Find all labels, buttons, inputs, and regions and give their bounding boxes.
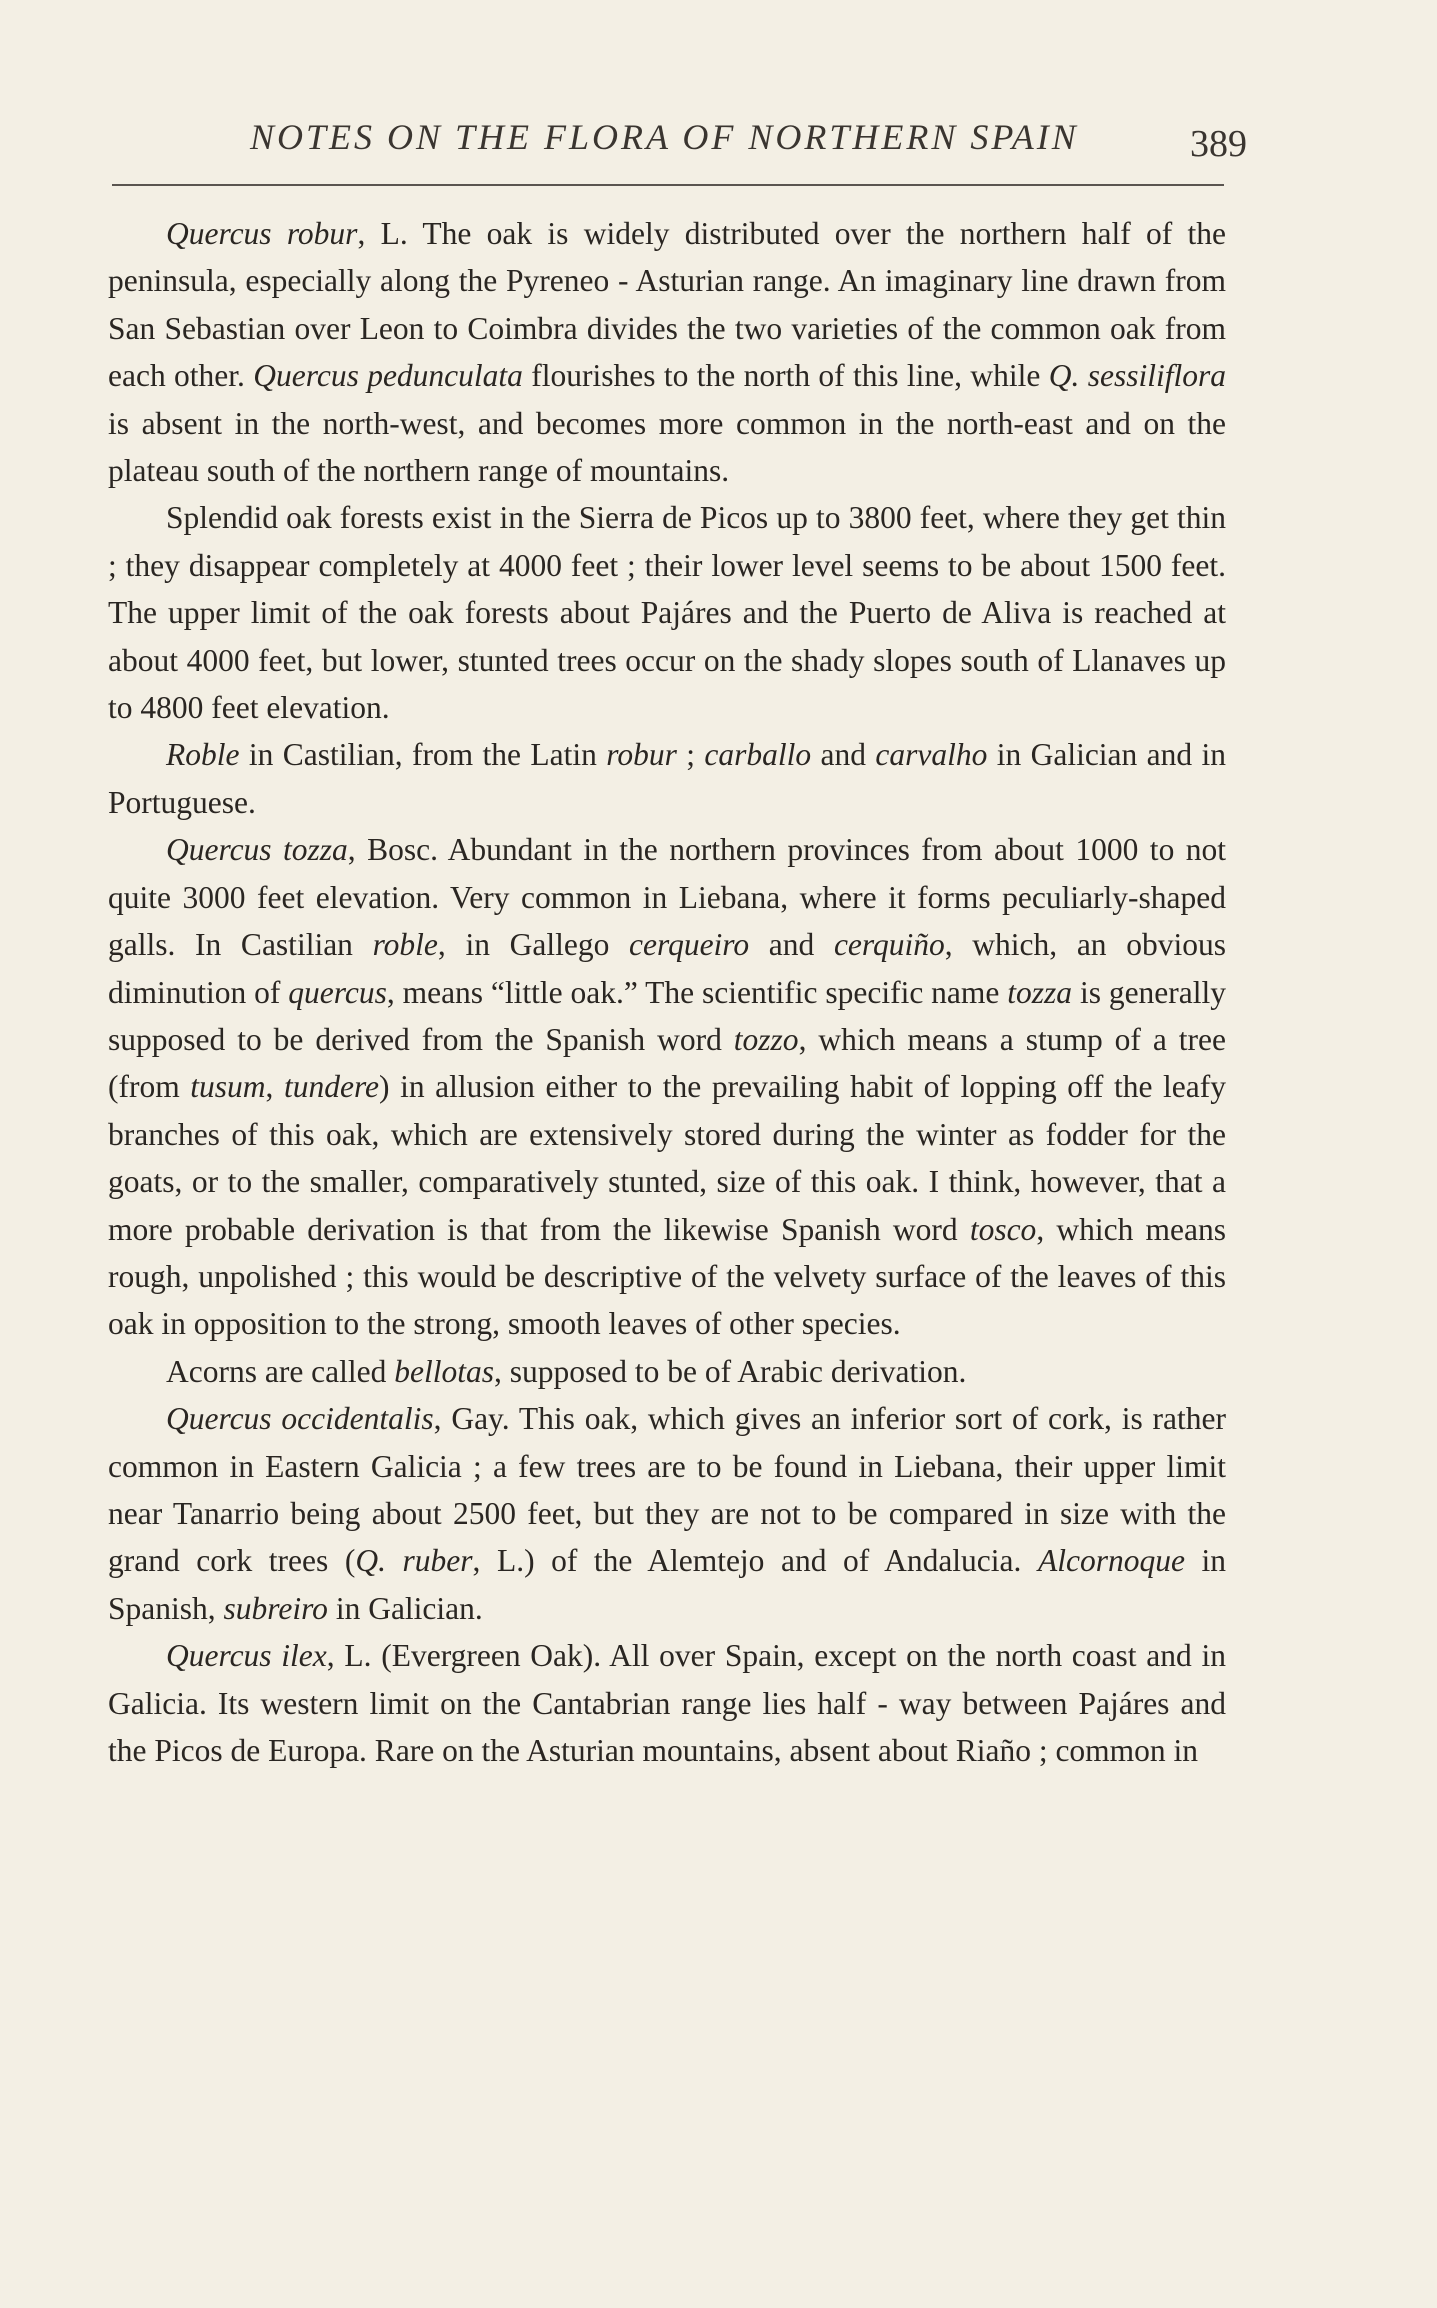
text-run: and bbox=[811, 737, 876, 773]
italic-term: subreiro bbox=[223, 1590, 328, 1626]
text-run: Splendid oak forests exist in the Sierra de Picos up to 3800 feet, where they get thin ; they disappear completely at 4000 feet ; their lower level seems to be about 1500 feet. The upper limit of the oak forests about Pajáres and the Puerto de Aliva is reached at about 4000 feet, but lower, stunted trees occur on the shady slopes south of Llanaves up to 4800 feet elevation. bbox=[108, 500, 1226, 726]
header-rule bbox=[112, 184, 1224, 186]
italic-term: tundere bbox=[283, 1069, 380, 1105]
text-run: is absent in the north-west, and becomes more common in the north-east and on the plateau south of the northern range of mountains. bbox=[108, 405, 1226, 489]
text-run: , L.) of the Alemtejo and of Andalucia. bbox=[472, 1543, 1038, 1579]
text-run: , L. (Evergreen Oak). All over Spain, except on the north coast and in Galicia. Its western limit on the Cantabrian range lies half - way between Pajáres and the Picos de Europa. Rare on the Asturian mountains, absent about Riaño ; common in bbox=[108, 1638, 1226, 1768]
text-run: , in Gallego bbox=[437, 927, 630, 963]
text-run: ) in allusion either to the prevailing habit of lopping off the leafy branches of this oak, which are extensively stored during the winter as fodder for the goats, or to the smaller, comparatively stunted, size of this oak. I think, however, that a more probable derivation is that from the likewise Spanish word bbox=[108, 1069, 1226, 1247]
paragraph-roble bbox=[108, 731, 1226, 826]
italic-term: tozzo bbox=[733, 1021, 799, 1057]
paragraph-quercus-ilex bbox=[108, 1632, 1226, 1774]
italic-term: Quercus ilex bbox=[166, 1638, 327, 1674]
text-run: ; bbox=[676, 737, 705, 773]
italic-term: carvalho bbox=[875, 737, 988, 773]
text-run: in Castilian, from the Latin bbox=[239, 737, 607, 773]
paragraph-quercus-occidentalis bbox=[108, 1395, 1226, 1632]
text-run: , means “little oak.” The scientific specific name bbox=[386, 974, 1008, 1010]
paragraph-oak-forests bbox=[108, 494, 1226, 731]
italic-term: carballo bbox=[704, 737, 812, 773]
text-run: flourishes to the north of this line, while bbox=[522, 358, 1049, 394]
text-run: , L. The oak is widely distributed over the northern half of the peninsula, especially along the Pyreneo - Asturian range. An imaginary line drawn from San Sebastian over Leon to Coimbra divides the two varieties of the common oak from each other. bbox=[108, 216, 1226, 394]
italic-term: Quercus occidentalis bbox=[166, 1401, 434, 1437]
text-run: , Bosc. Abundant in the northern provinces from about 1000 to not quite 3000 feet elevation. Very common in Liebana, where it forms peculiarly-shaped galls. In Castilian bbox=[108, 832, 1227, 963]
paragraph-acorns bbox=[108, 1348, 1226, 1395]
text-run: , which means a stump of a tree (from bbox=[108, 1021, 1226, 1105]
italic-term: Alcornoque bbox=[1037, 1543, 1185, 1579]
text-run: in Galician. bbox=[327, 1590, 483, 1626]
italic-term: cerqueiro bbox=[629, 927, 750, 963]
text-run: , which, an obvious diminution of bbox=[108, 927, 1226, 1010]
italic-term: Q. ruber bbox=[355, 1543, 473, 1579]
italic-term: Quercus pedunculata bbox=[253, 358, 523, 394]
text-run: in Spanish, bbox=[108, 1543, 1226, 1626]
italic-term: cerquiño bbox=[833, 927, 945, 963]
text-run: , Gay. This oak, which gives an inferior sort of cork, is rather common in Eastern Galicia ; a few trees are to be found in Liebana, their upper limit near Tanarrio being about 2500 feet, but they are not to be compared in size with the grand cork trees ( bbox=[108, 1401, 1226, 1579]
body-text bbox=[108, 210, 1226, 1774]
italic-term: Q. sessiliflora bbox=[1048, 358, 1226, 394]
italic-term: tozza bbox=[1007, 974, 1073, 1010]
italic-term: bellotas bbox=[394, 1353, 495, 1389]
text-run: , supposed to be of Arabic derivation. bbox=[494, 1353, 967, 1389]
text-run: , bbox=[265, 1069, 284, 1105]
italic-term: tusum bbox=[190, 1069, 266, 1105]
text-run: , which means rough, unpolished ; this would be descriptive of the velvety surface of the leaves of this oak in opposition to the strong, smooth leaves of other species. bbox=[108, 1211, 1226, 1342]
italic-term: Quercus robur bbox=[166, 216, 358, 251]
paragraph-quercus-tozza bbox=[108, 826, 1226, 1347]
page-number: 389 bbox=[1190, 123, 1247, 165]
italic-term: roble bbox=[372, 927, 438, 963]
italic-term: Quercus tozza bbox=[166, 832, 348, 868]
running-title: NOTES ON THE FLORA OF NORTHERN SPAIN bbox=[250, 117, 1079, 157]
text-run: Acorns are called bbox=[166, 1353, 395, 1389]
text-run: is generally supposed to be derived from the Spanish word bbox=[108, 974, 1227, 1057]
italic-term: quercus bbox=[288, 974, 387, 1010]
text-run: and bbox=[749, 927, 834, 963]
italic-term: Roble bbox=[166, 737, 240, 773]
paragraph-quercus-robur bbox=[108, 210, 1226, 494]
italic-term: robur bbox=[606, 737, 677, 773]
italic-term: tosco bbox=[969, 1211, 1037, 1247]
text-run: in Galician and in Portuguese. bbox=[108, 737, 1227, 820]
